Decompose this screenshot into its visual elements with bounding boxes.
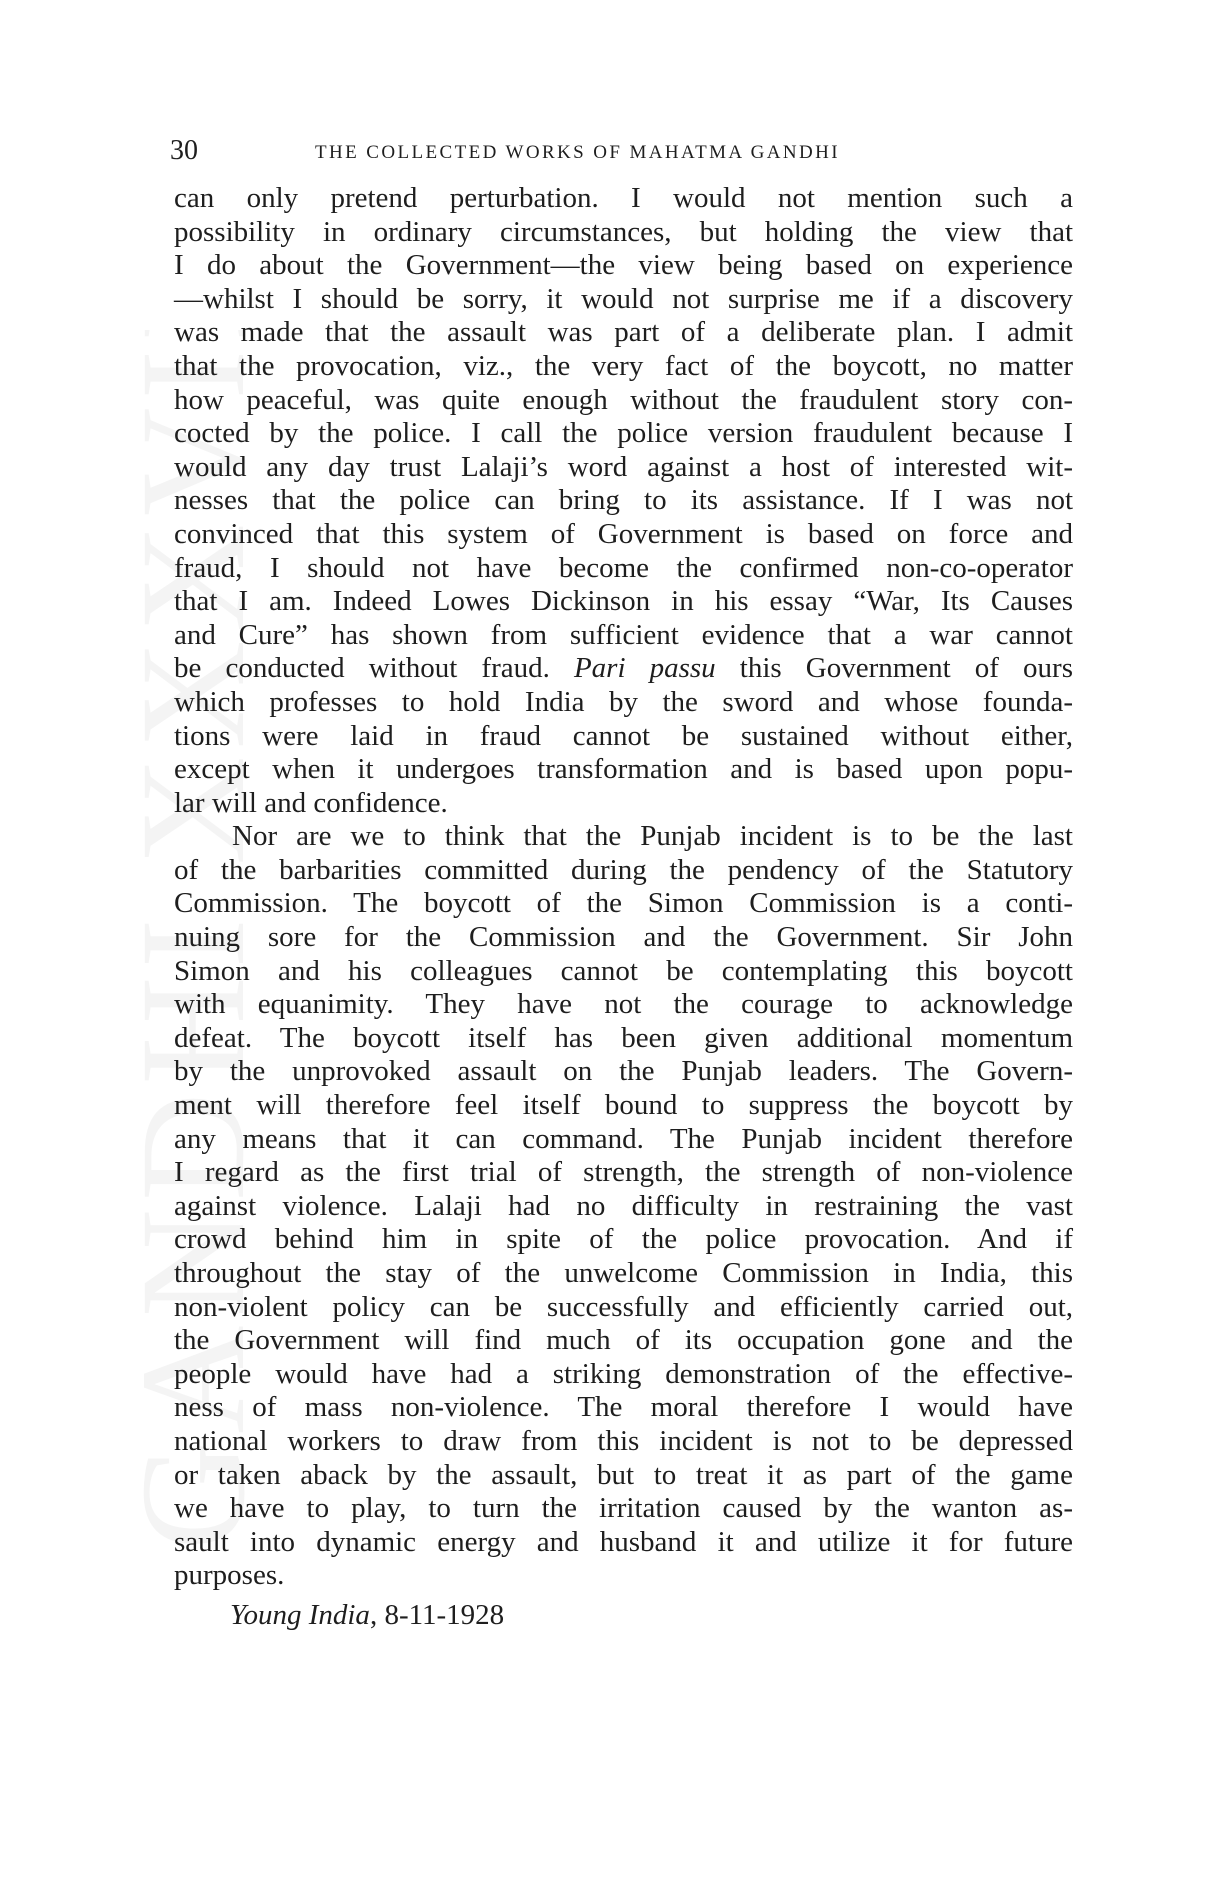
text-line: non-violent policy can be successfully and efficiently carried out,	[174, 1290, 1073, 1323]
text-run: this Government of ours	[715, 652, 1073, 685]
text-line: nuing sore for the Commission and the Government. Sir John	[174, 921, 1073, 954]
text-line: possibility in ordinary circumstances, but holding the view that	[174, 215, 1073, 248]
text-line: defeat. The boycott itself has been given additional momentum	[174, 1021, 1073, 1054]
source-citation	[174, 1597, 1073, 1633]
text-line: crowd behind him in spite of the police provocation. And if	[174, 1223, 1073, 1256]
italic-phrase: Pari passu	[573, 652, 716, 685]
text-line: we have to play, to turn the irritation caused by the wanton as-	[174, 1492, 1073, 1525]
text-line: any means that it can command. The Punjab incident therefore	[174, 1122, 1073, 1155]
text-line: against violence. Lalaji had no difficulty in restraining the vast	[174, 1189, 1073, 1222]
text-line: people would have had a striking demonstration of the effective-	[174, 1357, 1073, 1390]
text-line: was made that the assault was part of a deliberate plan. I admit	[174, 316, 1073, 349]
text-line: would any day trust Lalaji’s word against a host of interested wit-	[174, 450, 1073, 483]
text-line: lar will and confidence.	[174, 786, 448, 819]
text-line: which professes to hold India by the sword and whose founda-	[174, 685, 1073, 718]
running-title: THE COLLECTED WORKS OF MAHATMA GANDHI	[315, 142, 840, 163]
paragraph-1	[174, 182, 1073, 820]
text-line: that I am. Indeed Lowes Dickinson in his essay “War, Its Causes	[174, 585, 1073, 618]
text-line: convinced that this system of Government is based on force and	[174, 517, 1073, 550]
running-header	[170, 134, 1080, 168]
paragraph-2	[174, 820, 1073, 1593]
text-line: tions were laid in fraud cannot be sustained without either,	[174, 719, 1073, 752]
citation-source: Young India	[230, 1598, 370, 1631]
text-line: that the provocation, viz., the very fact of the boycott, no matter	[174, 349, 1073, 382]
text-line: Commission. The boycott of the Simon Commission is a conti-	[174, 887, 1073, 920]
text-line: by the unprovoked assault on the Punjab leaders. The Govern-	[174, 1055, 1073, 1088]
text-line: ment will therefore feel itself bound to suppress the boycott by	[174, 1089, 1073, 1122]
text-line: can only pretend perturbation. I would not mention such a	[174, 182, 1073, 214]
text-line: throughout the stay of the unwelcome Commission in India, this	[174, 1257, 1073, 1289]
text-line: sault into dynamic energy and husband it and utilize it for future	[174, 1525, 1073, 1558]
text-line: or taken aback by the assault, but to treat it as part of the game	[174, 1458, 1073, 1491]
text-line: how peaceful, was quite enough without the fraudulent story con-	[174, 383, 1073, 416]
text-line: cocted by the police. I call the police version fraudulent because I	[174, 417, 1073, 450]
page-number: 30	[170, 135, 198, 166]
citation-date: , 8-11-1928	[369, 1598, 505, 1631]
body-text	[174, 182, 1073, 1633]
text-line: except when it undergoes transformation and is based upon popu-	[174, 753, 1073, 786]
text-line: the Government will find much of its occupation gone and the	[174, 1324, 1073, 1357]
text-line: I regard as the first trial of strength, the strength of non-violence	[174, 1156, 1073, 1189]
text-line: —whilst I should be sorry, it would not surprise me if a discovery	[174, 282, 1073, 315]
text-line: with equanimity. They have not the courage to acknowledge	[174, 988, 1073, 1021]
text-line	[174, 652, 1073, 686]
text-line: and Cure” has shown from sufficient evidence that a war cannot	[174, 618, 1073, 651]
text-line: ness of mass non-violence. The moral therefore I would have	[174, 1391, 1073, 1424]
text-line: nesses that the police can bring to its assistance. If I was not	[174, 484, 1073, 517]
text-line: national workers to draw from this incident is not to be depressed	[174, 1424, 1073, 1457]
text-line: Nor are we to think that the Punjab incident is to be the last	[232, 820, 1073, 853]
text-line: I do about the Government—the view being based on experience	[174, 249, 1073, 282]
text-line: purposes.	[174, 1559, 285, 1592]
text-line: Simon and his colleagues cannot be contemplating this boycott	[174, 954, 1073, 987]
text-line: fraud, I should not have become the confirmed non-co-operator	[174, 551, 1073, 584]
text-run: be conducted without fraud.	[174, 652, 574, 685]
text-line: of the barbarities committed during the pendency of the Statutory	[174, 853, 1073, 886]
